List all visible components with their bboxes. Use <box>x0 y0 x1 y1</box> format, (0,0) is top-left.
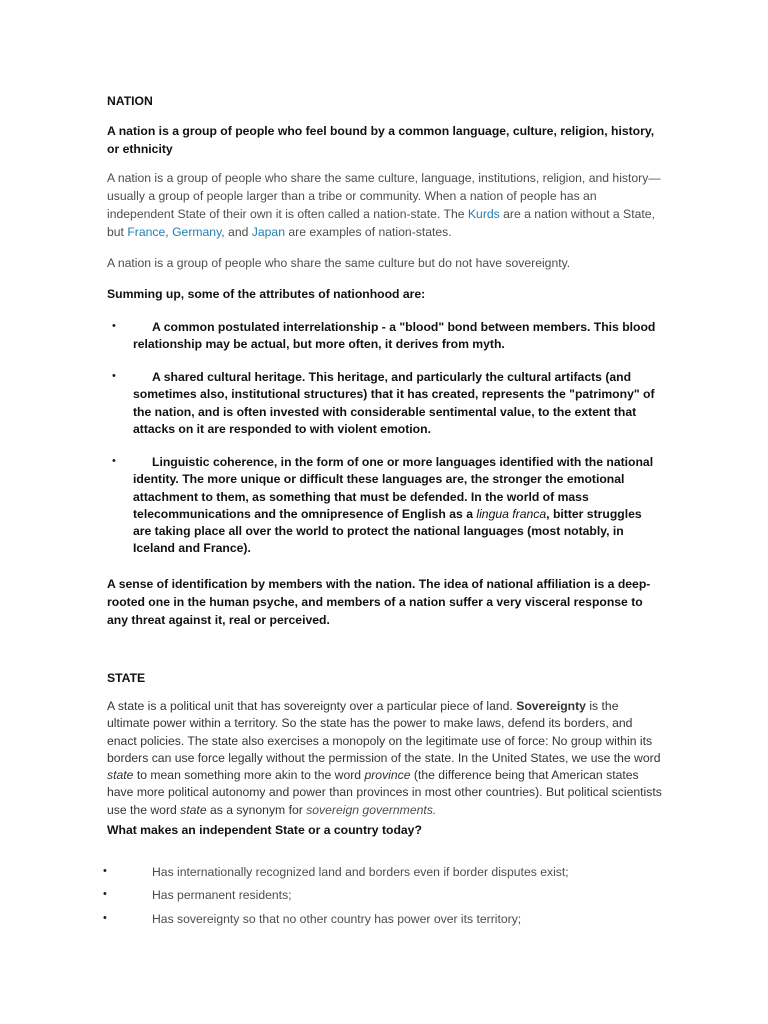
bullet-icon: • <box>103 912 107 924</box>
state-para-p4: (the difference being that American states have more political autonomy and power than provinces in most other countries). But political scientists use the word <box>107 768 662 817</box>
nation-definition-3: A nation is a group of people who share the same culture but do not have sovereignty. <box>107 256 571 270</box>
lingua-franca-italic: lingua franca <box>476 506 547 521</box>
nation-definition-2 <box>107 169 662 241</box>
state-question: What makes an independent State or a country today? <box>107 823 422 837</box>
attribute-text-2: A shared cultural heritage. This heritage, and particularly the cultural artifacts (and sometimes also, institutional structures) that it has created, represents the "patrimony" of the nation, and is often invested with considerable sentimental value, to the extent that attacks on it are responded to with violent emotion. <box>133 370 655 436</box>
criteria-item-2: Has permanent residents; <box>152 888 292 902</box>
sovereign-governments-italic: sovereign governments. <box>306 802 437 817</box>
state-paragraph <box>107 698 662 819</box>
state-italic-1: state <box>107 768 134 783</box>
state-heading: STATE <box>107 671 146 685</box>
state-italic-2: state <box>180 802 207 817</box>
state-para-p2: is the ultimate power within a territory. So the state has the power to make laws, defend its borders, and enact policies. The state also exercises a monopoly on the legitimate use of force: No group within its borders can use force legally without the permission of the state. In the United States, we use the word <box>107 699 661 765</box>
state-para-p1: A state is a political unit that has sovereignty over a particular piece of land. <box>107 699 517 713</box>
def2-part1: A nation is a group of people who share the same culture, language, institutions, religion, and history—usually a group of people larger than a tribe or community. When a nation of people has an independent State of their own it is often called a nation-state. The <box>107 171 661 221</box>
bullet-icon: • <box>103 888 107 900</box>
bullet-icon: • <box>103 865 107 877</box>
state-para-p3: to mean something more akin to the word <box>133 768 365 783</box>
attribute-text-1: A common postulated interrelationship - a "blood" bond between members. This blood relationship may be actual, but more often, it derives from myth. <box>133 320 656 352</box>
def2-sep1: , <box>165 225 173 239</box>
attribute3-part2: , bitter struggles are taking place all over the world to protect the national languages (most notably, in Iceland and France). <box>133 506 642 556</box>
attribute-item-2 <box>133 369 663 438</box>
attribute3-part1: Linguistic coherence, in the form of one or more languages identified with the national identity. The more unique or difficult these languages are, the stronger the emotional attachment to them, as something that must be defended. In the world of mass telecommunications and the omnipresence of English as a <box>133 455 654 521</box>
france-link[interactable]: France <box>127 225 166 239</box>
nation-definition-1: A nation is a group of people who feel bound by a common language, culture, religion, history, or ethnicity <box>107 124 655 156</box>
attribute-item-3 <box>133 454 663 558</box>
state-para-p5: as a synonym for <box>206 802 307 817</box>
sovereignty-term: Sovereignty <box>516 699 586 713</box>
province-italic: province <box>364 768 411 783</box>
criteria-item-1: Has internationally recognized land and borders even if border disputes exist; <box>152 865 569 879</box>
germany-link[interactable]: Germany <box>172 225 222 239</box>
attribute-item-1 <box>133 319 663 354</box>
summing-up-text: Summing up, some of the attributes of nationhood are: <box>107 287 426 301</box>
criteria-item-3: Has sovereignty so that no other country has power over its territory; <box>152 912 522 926</box>
def2-part3: are examples of nation-states. <box>285 225 452 239</box>
bullet-icon: • <box>112 320 116 332</box>
identification-paragraph: A sense of identification by members with the nation. The idea of national affiliation is a deep-rooted one in the human psyche, and members of a nation suffer a very visceral response to any threat against it, real or perceived. <box>107 577 651 627</box>
nation-heading: NATION <box>107 94 153 108</box>
def2-sep2: , and <box>221 225 252 239</box>
kurds-link[interactable]: Kurds <box>467 207 500 221</box>
bullet-icon: • <box>112 455 116 467</box>
def2-part2: are a nation without a State, but <box>107 207 655 239</box>
japan-link[interactable]: Japan <box>251 225 285 239</box>
bullet-icon: • <box>112 370 116 382</box>
